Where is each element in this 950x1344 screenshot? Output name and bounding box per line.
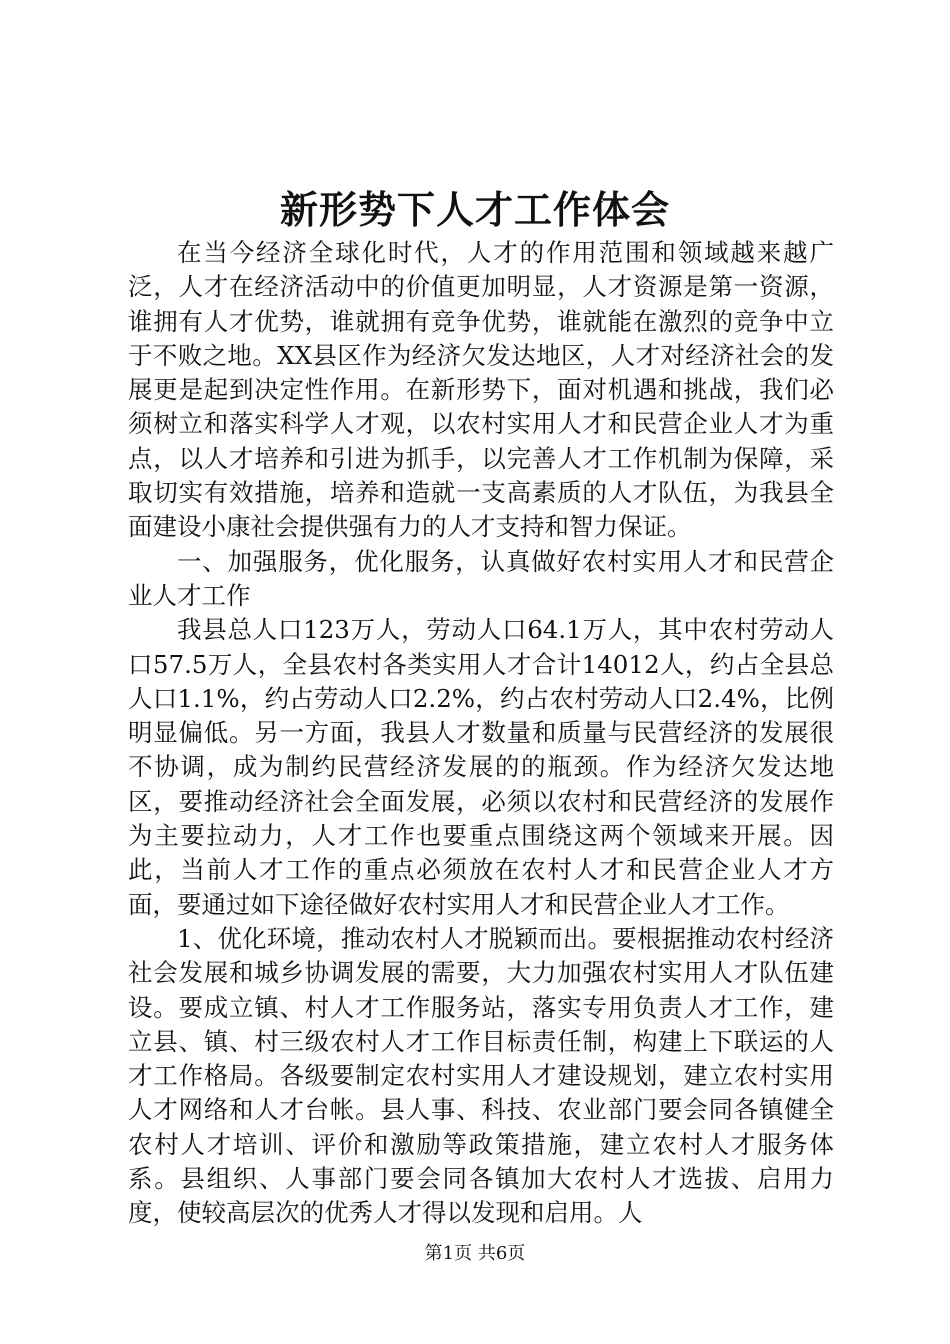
document-title: 新形势下人才工作体会: [279, 187, 670, 232]
paragraph-population: 我县总人口123万人，劳动人口64.1万人，其中农村劳动人口57.5万人，全县农村各类实用人才合计14012人，约占全县总人口1.1%，约占劳动人口2.2%，约占农村劳动人口2.4%，比例明显偏低。另一方面，我县人才数量和质量与民营经济的发展很不协调，成为制约民营经济发展的的瓶颈。作为经济欠发达地区，要推动经济社会全面发展，必须以农村和民营经济的发展作为主要拉动力，人才工作也要重点围绕这两个领域来开展。因此，当前人才工作的重点必须放在农村人才和民营企业人才方面，要通过如下途径做好农村实用人才和民营企业人才工作。: [128, 615, 834, 919]
paragraph-intro: 在当今经济全球化时代，人才的作用范围和领域越来越广泛，人才在经济活动中的价值更加明显，人才资源是第一资源，谁拥有人才优势，谁就拥有竞争优势，谁就能在激烈的竞争中立于不败之地。XX县区作为经济欠发达地区，人才对经济社会的发展更是起到决定性作用。在新形势下，面对机遇和挑战，我们必须树立和落实科学人才观，以农村实用人才和民营企业人才为重点，以人才培养和引进为抓手，以完善人才工作机制为保障，采取切实有效措施，培养和造就一支高素质的人才队伍，为我县全面建设小康社会提供强有力的人才支持和智力保证。: [128, 238, 834, 542]
page-number-footer: 第1页 共6页: [424, 1243, 526, 1264]
paragraph-environment: 1、优化环境，推动农村人才脱颖而出。要根据推动农村经济社会发展和城乡协调发展的需要，大力加强农村实用人才队伍建设。要成立镇、村人才工作服务站，落实专用负责人才工作，建立县、镇、村三级农村人才工作目标责任制，构建上下联运的人才工作格局。各级要制定农村实用人才建设规划，建立农村实用人才网络和人才台帐。县人事、科技、农业部门要会同各镇健全农村人才培训、评价和激励等政策措施，建立农村人才服务体系。县组织、人事部门要会同各镇加大农村人才选拔、启用力度，使较高层次的优秀人才得以发现和启用。人: [128, 923, 834, 1228]
document-body: [128, 236, 834, 1231]
section-heading-1: 一、加强服务，优化服务，认真做好农村实用人才和民营企业人才工作: [128, 546, 834, 610]
